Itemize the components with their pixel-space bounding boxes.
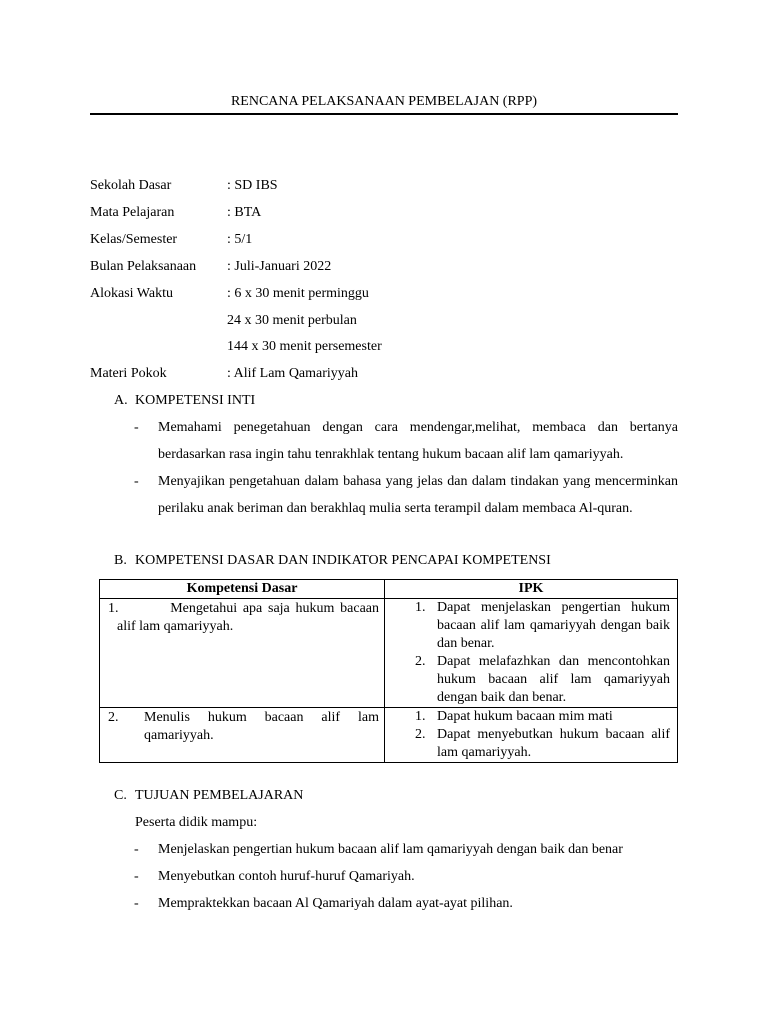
table-row xyxy=(100,599,678,708)
identity-value: : 6 x 30 menit perminggu xyxy=(227,286,369,301)
bullet-dash: - xyxy=(134,420,139,435)
section-letter: A. xyxy=(114,393,128,408)
identity-label: Bulan Pelaksanaan xyxy=(90,259,197,274)
kd-ipk-table xyxy=(99,579,678,763)
objective-item-text: Menyebutkan contoh huruf-huruf Qamariyah. xyxy=(158,869,415,884)
identity-label: Kelas/Semester xyxy=(90,232,178,247)
table-header-row xyxy=(100,580,678,599)
section-a-heading xyxy=(114,392,255,410)
section-c-heading xyxy=(114,787,303,805)
section-title: TUJUAN PEMBELAJARAN xyxy=(135,788,304,803)
section-title: KOMPETENSI DASAR DAN INDIKATOR PENCAPAI KOMPETENSI xyxy=(135,553,551,568)
ipk-cell xyxy=(385,708,678,763)
identity-label: Sekolah Dasar xyxy=(90,178,172,193)
section-letter: B. xyxy=(114,553,127,568)
bullet-dash: - xyxy=(134,869,139,884)
kd-line: qamariyyah. xyxy=(144,728,214,743)
identity-value: 144 x 30 menit persemester xyxy=(227,339,382,354)
identity-value: : Juli-Januari 2022 xyxy=(227,259,332,274)
column-header-kd: Kompetensi Dasar xyxy=(100,580,385,599)
ipk-cell xyxy=(385,599,678,708)
title-underline xyxy=(90,113,678,115)
objective-item-text: Menjelaskan pengertian hukum bacaan alif lam qamariyyah dengan baik dan benar xyxy=(158,842,623,857)
ipk-item: 1. Dapat menjelaskan pengertian hukum bacaan alif lam qamariyyah dengan baik dan benar. xyxy=(415,600,670,651)
kd-cell xyxy=(100,599,385,708)
objective-item-text: Mempraktekkan bacaan Al Qamariyah dalam ayat-ayat pilihan. xyxy=(158,896,513,911)
column-header-ipk: IPK xyxy=(385,580,678,599)
ki-item xyxy=(134,468,678,522)
bullet-dash: - xyxy=(134,474,139,489)
ipk-item: 2. Dapat menyebutkan hukum bacaan alif lam qamariyyah. xyxy=(415,727,670,760)
document-title: RENCANA PELAKSANAAN PEMBELAJAN (RPP) xyxy=(230,94,538,109)
bullet-dash: - xyxy=(134,896,139,911)
objective-item xyxy=(134,890,678,917)
objective-item xyxy=(134,836,678,863)
kd-line: 2. Menulis hukum bacaan alif lam xyxy=(108,710,379,725)
kd-cell xyxy=(100,708,385,763)
objective-item xyxy=(134,863,678,890)
kd-line: alif lam qamariyyah. xyxy=(117,619,234,634)
ki-item xyxy=(134,414,678,468)
kd-line: 1. Mengetahui apa saja hukum bacaan xyxy=(108,601,380,616)
identity-value: 24 x 30 menit perbulan xyxy=(227,313,357,328)
table-row xyxy=(100,708,678,763)
section-letter: C. xyxy=(114,788,127,803)
ipk-item: 2. Dapat melafazhkan dan mencontohkan hukum bacaan alif lam qamariyyah dengan baik dan benar. xyxy=(415,654,670,705)
identity-value: : BTA xyxy=(227,205,262,220)
objective-intro: Peserta didik mampu: xyxy=(135,815,258,830)
identity-value: : Alif Lam Qamariyyah xyxy=(227,366,359,381)
identity-value: : 5/1 xyxy=(227,232,253,247)
bullet-dash: - xyxy=(134,842,139,857)
section-title: KOMPETENSI INTI xyxy=(135,393,256,408)
ki-item-text: Menyajikan pengetahuan dalam bahasa yang jelas dan dalam tindakan yang mencerminkan perilaku anak beriman dan berakhlaq mulia serta terampil dalam membaca Al-quran. xyxy=(158,474,678,516)
ipk-item: 1. Dapat hukum bacaan mim mati xyxy=(415,709,613,724)
identity-label: Mata Pelajaran xyxy=(90,205,175,220)
section-b-heading xyxy=(114,552,551,570)
identity-value: : SD IBS xyxy=(227,178,278,193)
identity-label: Materi Pokok xyxy=(90,366,167,381)
ki-item-text: Memahami penegetahuan dengan cara mendengar,melihat, membaca dan bertanya berdasarkan rasa ingin tahu tenrakhlak tentang hukum bacaan alif lam qamariyyah. xyxy=(158,420,678,462)
identity-label: Alokasi Waktu xyxy=(90,286,173,301)
